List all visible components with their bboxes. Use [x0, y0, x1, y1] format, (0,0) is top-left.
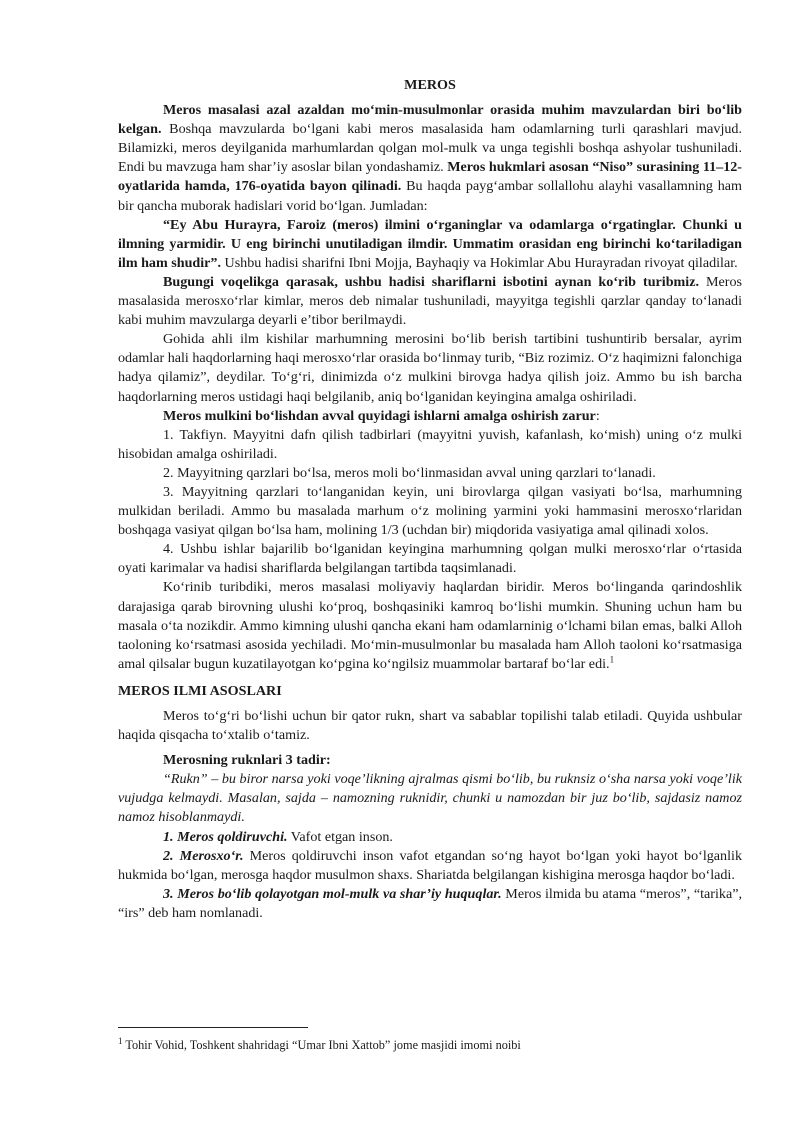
italic-text: “Rukn” – bu biror narsa yoki voqe’likning ajralmas qismi bo‘lib, bu ruknsiz o‘sha narsa yoki voqe’lik vujudga kelmaydi. Masalan, sajda – namozning ruknidir, chunki u namozdan bir juz bo‘lib, sajdasiz namoz namoz hisoblanmaydi.: [118, 771, 742, 826]
pillar-title: 3. Meros bo‘lib qolayotgan mol-mulk va shar’iy huquqlar.: [163, 885, 502, 902]
list-item: 4. Ushbu ishlar bajarilib bo‘lganidan keyingina marhumning qolgan mulki merosxo‘rlar o‘rtasida oyati karimalar va hadisi shariflarda belgilangan tartibda taqsimlanadi.: [118, 541, 742, 577]
hadith-quote: “Ey Abu Hurayra, Faroiz (meros) ilmini o‘rganinglar va odamlarga o‘rgatinglar. Chunki u ilmning yarmidir. U eng birinchi unutiladigan ilmdir. Ummatim orasidan eng birinchi ko‘tariladigan ilm ham shudir”.: [118, 216, 742, 271]
hadith-paragraph: [118, 216, 742, 273]
pillar-item: [118, 847, 742, 885]
prerequisites-heading: [118, 407, 742, 426]
footnote: [118, 1037, 742, 1053]
footnote-divider: [118, 1027, 308, 1028]
text: Boshqa mavzularda bo‘lgani kabi meros masalasida ham odamlarning turli qarashlari mavjud. Bilamizki, meros deyilganida marhumlardan qolgan mol-mulk va unga tegishli boshqa ashyolar tushuniladi. Endi bu mavzuga ham shar’iy asoslar bilan yondashamiz.: [118, 121, 742, 176]
bold-text: Meros mulkini bo‘lishdan avval quyidagi ishlarni amalga oshirish zarur: [163, 407, 596, 424]
pillars-heading: [118, 751, 742, 770]
text: Meros ilmida bu atama “meros”, “tarika”, “irs” deb ham nomlanadi.: [118, 885, 742, 921]
footnote-text: Tohir Vohid, Toshkent shahridagi “Umar Ibni Xattob” jome masjidi imomi noibi: [122, 1038, 521, 1052]
section-heading: MEROS ILMI ASOSLARI: [118, 682, 282, 699]
text: Meros qoldiruvchi inson vafot etgandan so‘ng hayot bo‘lgan yoki hayot bo‘lganlik hukmida bo‘lgan, merosga haqdor musulmon shaxs. Shariatda belgilangan kishigina merosga haqdor bo‘ladi.: [118, 847, 742, 883]
pillar-title: 2. Merosxo‘r.: [163, 847, 244, 864]
text: Ushbu hadisi sharifni Ibni Mojja, Bayhaqiy va Hokimlar Abu Hurayradan rivoyat qiladilar.: [221, 254, 738, 271]
text: Vafot etgan inson.: [287, 828, 393, 845]
footnote-reference[interactable]: 1: [609, 654, 615, 665]
document-page: [118, 76, 742, 923]
list-item: 1. Takfiyn. Mayyitni dafn qilish tadbirlari (mayyitni yuvish, kafanlash, ko‘mish) uning o‘z mulki hisobidan amalga oshiriladi.: [118, 426, 742, 462]
document-title: MEROS: [404, 77, 456, 93]
bold-text: Meros masalasi azal azaldan mo‘min-musulmonlar orasida muhim mavzulardan biri bo‘lib kelgan.: [118, 102, 742, 138]
list-item: 2. Mayyitning qarzlari bo‘lsa, meros moli bo‘linmasidan avval uning qarzlari to‘lanadi.: [163, 464, 656, 481]
pillar-item: [118, 828, 742, 847]
text: Bu haqda payg‘ambar sollallohu alayhi vasallamning ham bir qancha muborak hadislari vorid bo‘lgan. Jumladan:: [118, 178, 742, 214]
text: :: [595, 407, 600, 424]
text: Ko‘rinib turibdiki, meros masalasi moliyaviy haqlardan biridir. Meros bo‘linganda qarindoshlik darajasiga qarab birovning ulushi ko‘proq, boshqasiniki kamroq bo‘lishi mumkin. Shuning uchun ham bu masala o‘ta nozikdir. Ammo kimning ulushi qancha ekani ham odamlarninig o‘lchami bilan emas, balki Alloh taoloning ko‘rsatmasi asosida yechiladi. Mo‘min-musulmonlar bu masalada ham Alloh taoloni ko‘rsatmasiga amal qilsalar bugun kuzatilayotgan ko‘pgina ko‘ngilsiz muammolar bartaraf bo‘lar edi.: [118, 579, 742, 672]
pillar-item: [118, 885, 742, 923]
list-item: 3. Mayyitning qarzlari to‘langanidan keyin, uni birovlarga qilgan vasiyati bo‘lsa, marhumning mulkidan beriladi. Ammo bu masalada marhum o‘z molining yarmini yoki hammasini merosxo‘rlaridan boshqaga vasiyat qilgan bo‘lsa ham, molining 1/3 (uchdan bir) miqdorida vasiyatiga amal qilinadi xolos.: [118, 483, 742, 539]
bold-text: Bugungi voqelikga qarasak, ushbu hadisi shariflarni isbotini aynan ko‘rib turibmiz.: [163, 273, 699, 290]
conclusion-paragraph: [118, 578, 742, 673]
gift-paragraph: Gohida ahli ilm kishilar marhumning merosini bo‘lib berish tartibini tushuntirib bersalar, ayrim odamlar hali haqdorlarning haqi merosxo‘rlar orasida bo‘linmay turib, “Biz rozimiz. O‘z haqimizni falonchiga hadya qilamiz”, deydilar. To‘g‘ri, dinimizda o‘z mulkini birovga hadya qilish joiz. Ammo bu ish barcha haqdorlarning meros ustidagi haqi belgilanib, aniq bo‘lganidan keyingina amalga oshiriladi.: [118, 331, 742, 405]
pillar-title: 1. Meros qoldiruvchi.: [163, 828, 288, 845]
text: Meros masalasida merosxo‘rlar kimlar, meros deb nimalar tushuniladi, mayyitga tegishli qarzlar qanday to‘lanadi kabi muhim mavzularga deyarli e’tibor berilmaydi.: [118, 273, 743, 329]
reality-paragraph: [118, 273, 742, 330]
bold-text: Meros hukmlari asosan “Niso” surasining 11–12-oyatlarida hamda, 176-oyatida bayon qilinadi.: [118, 159, 742, 195]
rukn-definition: [118, 770, 742, 827]
bold-text: Merosning ruknlari 3 tadir:: [163, 752, 331, 769]
footnote-mark: 1: [118, 1035, 123, 1046]
section-intro-paragraph: Meros to‘g‘ri bo‘lishi uchun bir qator rukn, shart va sabablar topilishi talab etiladi. Quyida ushbular haqida qisqacha to‘xtalib o‘tamiz.: [118, 708, 742, 744]
intro-paragraph: [118, 101, 742, 216]
